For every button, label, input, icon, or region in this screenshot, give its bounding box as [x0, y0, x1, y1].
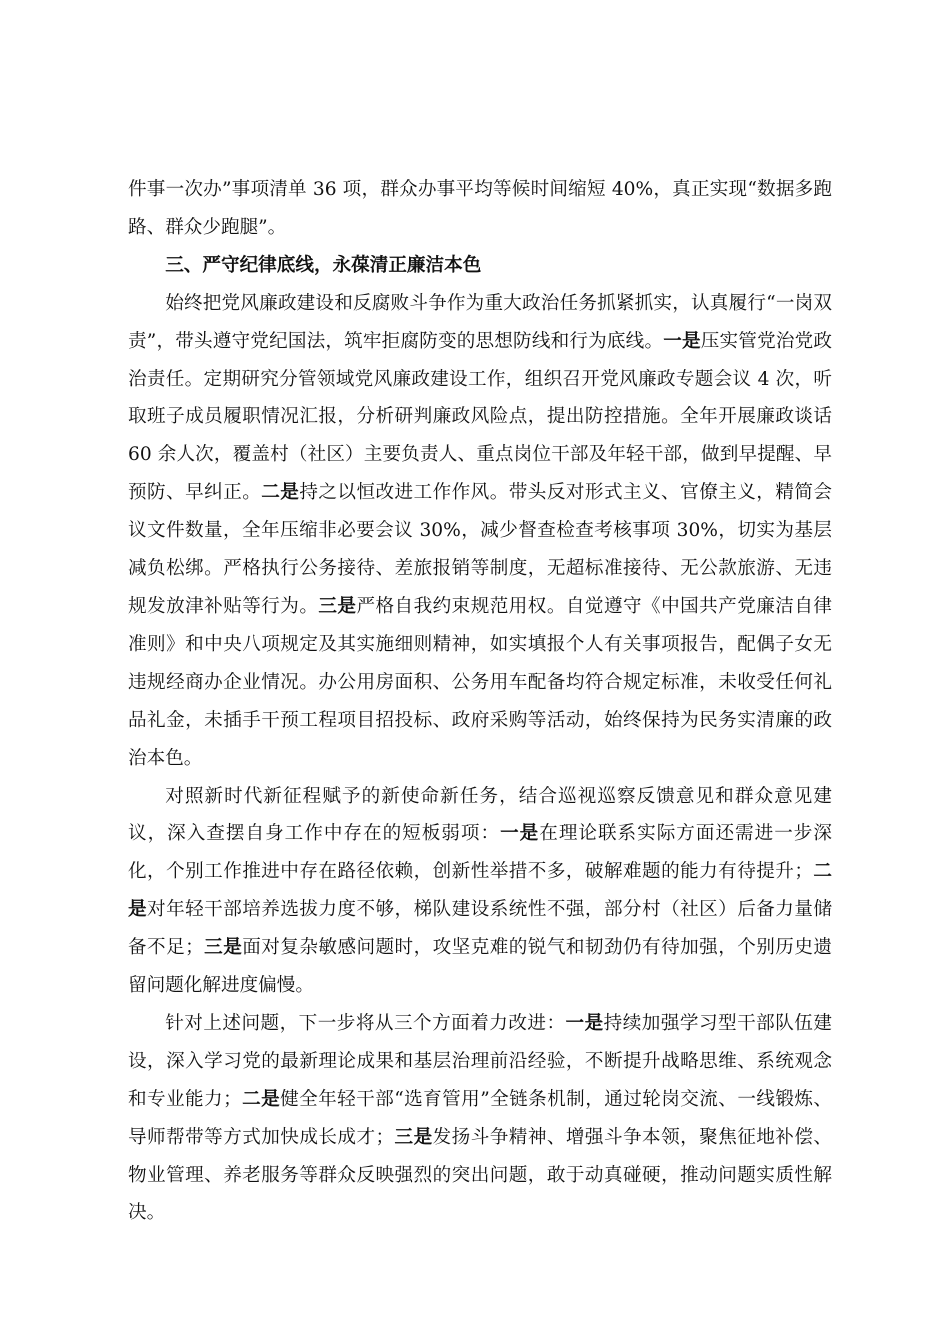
document-body [128, 171, 832, 1232]
paragraph-shortcomings [128, 778, 832, 1005]
emphasis-label: 一是 [500, 823, 540, 845]
paragraph-text: 严格自我约束规范用权。自觉遵守《中国共产党廉洁自律准则》和中央八项规定及其实施细则精神，如实填报个人有关事项报告，配偶子女无违规经商办企业情况。办公用房面积、公务用车配备均符合规定标准，未收受任何礼品礼金，未插手干预工程项目招投标、政府采购等活动，始终保持为民务实清廉的政治本色。 [128, 595, 832, 769]
emphasis-label: 一是 [663, 330, 701, 352]
emphasis-label: 三是 [318, 595, 357, 617]
emphasis-label: 二是 [261, 482, 300, 504]
paragraph-text: 发扬斗争精神、增强斗争本领，聚焦征地补偿、物业管理、养老服务等群众反映强烈的突出问题，敢于动真碰硬，推动问题实质性解决。 [128, 1126, 832, 1224]
section-heading: 三、严守纪律底线，永葆清正廉洁本色 [165, 254, 482, 276]
paragraph-text: 对照新时代新征程赋予的新使命新任务，结合巡视巡察反馈意见和群众意见建议，深入查摆自身工作中存在的短板弱项： [128, 785, 832, 845]
paragraph-text: 对年轻干部培养选拔力度不够，梯队建设系统性不强，部分村（社区）后备力量储备不足； [128, 899, 832, 959]
paragraph-text: 压实管党治党政治责任。定期研究分管领域党风廉政建设工作，组织召开党风廉政专题会议 4 次，听取班子成员履职情况汇报，分析研判廉政风险点，提出防控措施。全年开展廉政谈话 60 余人次，覆盖村（社区）主要负责人、重点岗位干部及年轻干部，做到早提醒、早预防、早纠正。 [128, 330, 832, 504]
emphasis-label: 一是 [565, 1012, 604, 1034]
paragraph-text: 面对复杂敏感问题时，攻坚克难的锐气和韧劲仍有待加强，个别历史遗留问题化解进度偏慢。 [128, 937, 832, 997]
paragraph-intro-continuation [128, 171, 832, 247]
paragraph-text: 件事一次办”事项清单 36 项，群众办事平均等候时间缩短 40%，真正实现“数据多跑路、群众少跑腿”。 [128, 179, 832, 238]
paragraph-discipline [128, 285, 832, 778]
paragraph-text: 始终把党风廉政建设和反腐败斗争作为重大政治任务抓紧抓实，认真履行“一岗双责”，带头遵守党纪国法，筑牢拒腐防变的思想防线和行为底线。 [128, 292, 832, 352]
paragraph-text: 在理论联系实际方面还需进一步深化，个别工作推进中存在路径依赖，创新性举措不多，破解难题的能力有待提升； [128, 823, 832, 883]
emphasis-label: 三是 [394, 1126, 433, 1148]
paragraph-text: 健全年轻干部“选育管用”全链条机制，通过轮岗交流、一线锻炼、导师帮带等方式加快成长成才； [128, 1088, 832, 1148]
paragraph-text: 持续加强学习型干部队伍建设，深入学习党的最新理论成果和基层治理前沿经验，不断提升战略思维、系统观念和专业能力； [128, 1012, 832, 1110]
paragraph-text: 针对上述问题，下一步将从三个方面着力改进： [165, 1012, 566, 1034]
paragraph-text: 持之以恒改进工作作风。带头反对形式主义、官僚主义，精简会议文件数量，全年压缩非必要会议 30%，减少督查检查考核事项 30%，切实为基层减负松绑。严格执行公务接待、差旅报销等制度，无超标准接待、无公款旅游、无违规发放津补贴等行为。 [128, 482, 832, 617]
emphasis-label: 二是 [128, 861, 832, 921]
emphasis-label: 三是 [203, 937, 243, 959]
paragraph-improvement [128, 1005, 832, 1232]
emphasis-label: 二是 [241, 1088, 281, 1110]
